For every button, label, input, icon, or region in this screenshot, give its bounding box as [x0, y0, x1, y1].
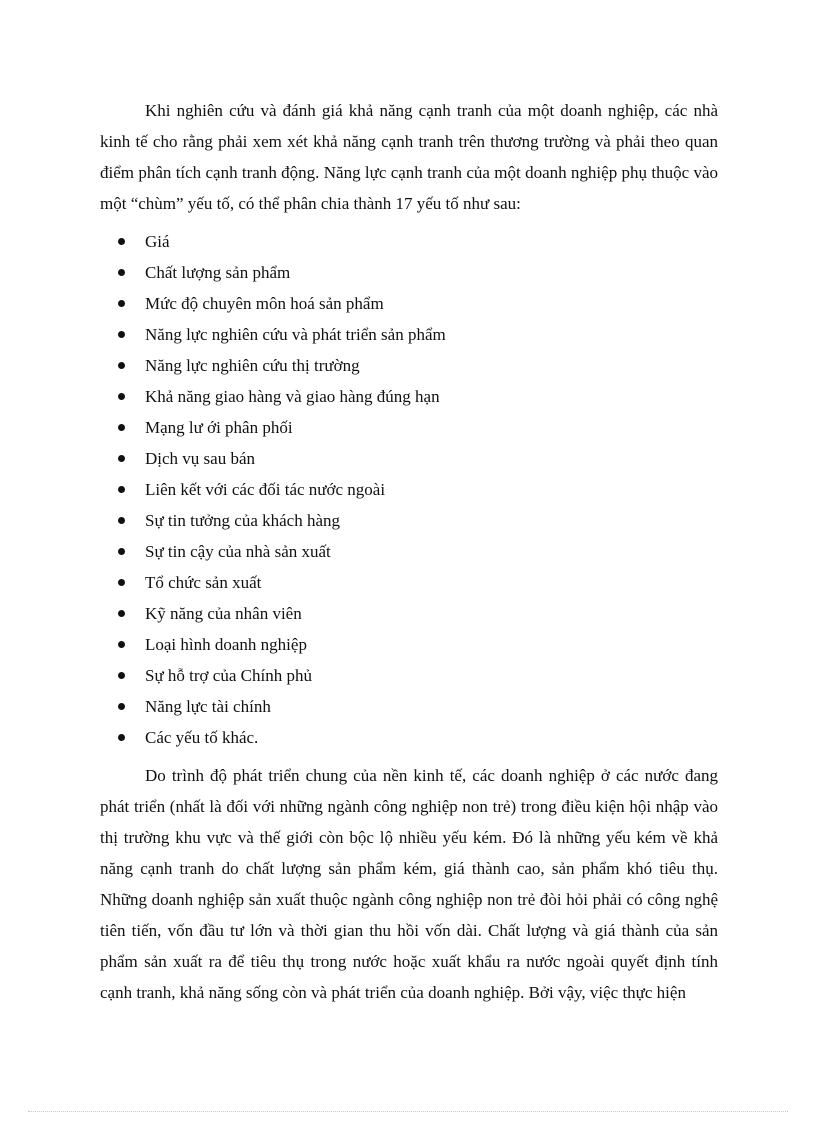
- list-item-text: Chất lượng sản phẩm: [145, 263, 291, 282]
- list-item-text: Mức độ chuyên môn hoá sản phẩm: [145, 294, 384, 313]
- list-item-text: Tổ chức sản xuất: [145, 573, 262, 592]
- list-item: [100, 691, 718, 722]
- list-item-text: Khả năng giao hàng và giao hàng đúng hạn: [145, 387, 440, 406]
- list-item-text: Các yếu tố khác.: [145, 728, 259, 747]
- list-item: [100, 319, 718, 350]
- bullet-icon: [118, 734, 125, 741]
- bullet-icon: [118, 362, 125, 369]
- page-bottom-rule: [28, 1111, 788, 1112]
- list-item: [100, 505, 718, 536]
- list-item: [100, 288, 718, 319]
- bullet-icon: [118, 703, 125, 710]
- bullet-icon: [118, 517, 125, 524]
- bullet-icon: [118, 455, 125, 462]
- list-item: [100, 226, 718, 257]
- list-item: [100, 536, 718, 567]
- list-item: [100, 350, 718, 381]
- list-item-text: Dịch vụ sau bán: [145, 449, 256, 468]
- list-item-text: Sự tin tưởng của khách hàng: [145, 511, 341, 530]
- bullet-icon: [118, 610, 125, 617]
- list-item: [100, 443, 718, 474]
- list-item: [100, 474, 718, 505]
- list-item-text: Sự tin cậy của nhà sản xuất: [145, 542, 331, 561]
- list-item: [100, 257, 718, 288]
- list-item-text: Năng lực nghiên cứu thị trường: [145, 356, 360, 375]
- bullet-icon: [118, 486, 125, 493]
- list-item-text: Liên kết với các đối tác nước ngoài: [145, 480, 386, 499]
- list-item-text: Loại hình doanh nghiệp: [145, 635, 307, 654]
- bullet-icon: [118, 548, 125, 555]
- list-item: [100, 412, 718, 443]
- list-item: [100, 598, 718, 629]
- bullet-icon: [118, 300, 125, 307]
- bullet-icon: [118, 331, 125, 338]
- bullet-icon: [118, 579, 125, 586]
- second-paragraph: Do trình độ phát triển chung của nền kinh tế, các doanh nghiệp ở các nước đang phát triển (nhất là đối với những ngành công nghiệp non trẻ) trong điều kiện hội nhập vào thị trường khu vực và thế giới còn bộc lộ nhiều yếu kém. Đó là những yếu kém về khả năng cạnh tranh do chất lượng sản phẩm kém, giá thành cao, sản phẩm khó tiêu thụ. Những doanh nghiệp sản xuất thuộc ngành công nghiệp non trẻ đòi hỏi phải có công nghệ tiên tiến, vốn đầu tư lớn và thời gian thu hồi vốn dài. Chất lượng và giá thành của sản phẩm sản xuất ra để tiêu thụ trong nước hoặc xuất khẩu ra nước ngoài quyết định tính cạnh tranh, khả năng sống còn và phát triển của doanh nghiệp. Bởi vậy, việc thực hiện: [100, 766, 718, 1002]
- list-item-text: Năng lực nghiên cứu và phát triển sản phẩm: [145, 325, 446, 344]
- bullet-icon: [118, 393, 125, 400]
- list-item-text: Mạng lư ới phân phối: [145, 418, 293, 437]
- intro-paragraph: Khi nghiên cứu và đánh giá khả năng cạnh tranh của một doanh nghiệp, các nhà kinh tế cho rằng phải xem xét khả năng cạnh tranh trên thương trường và phải theo quan điểm phân tích cạnh tranh động. Năng lực cạnh tranh của một doanh nghiệp phụ thuộc vào một “chùm” yếu tố, có thể phân chia thành 17 yếu tố như sau:: [100, 101, 718, 213]
- list-item: [100, 722, 718, 753]
- list-item-text: Sự hỗ trợ của Chính phủ: [145, 666, 312, 685]
- bullet-icon: [118, 238, 125, 245]
- list-item-text: Năng lực tài chính: [145, 697, 271, 716]
- list-item: [100, 381, 718, 412]
- list-item: [100, 567, 718, 598]
- list-item: [100, 629, 718, 660]
- list-item-text: Kỹ năng của nhân viên: [145, 604, 302, 623]
- list-item: [100, 660, 718, 691]
- bullet-icon: [118, 424, 125, 431]
- bullet-icon: [118, 672, 125, 679]
- bullet-icon: [118, 641, 125, 648]
- list-item-text: Giá: [145, 232, 170, 251]
- factor-list: [100, 226, 718, 753]
- bullet-icon: [118, 269, 125, 276]
